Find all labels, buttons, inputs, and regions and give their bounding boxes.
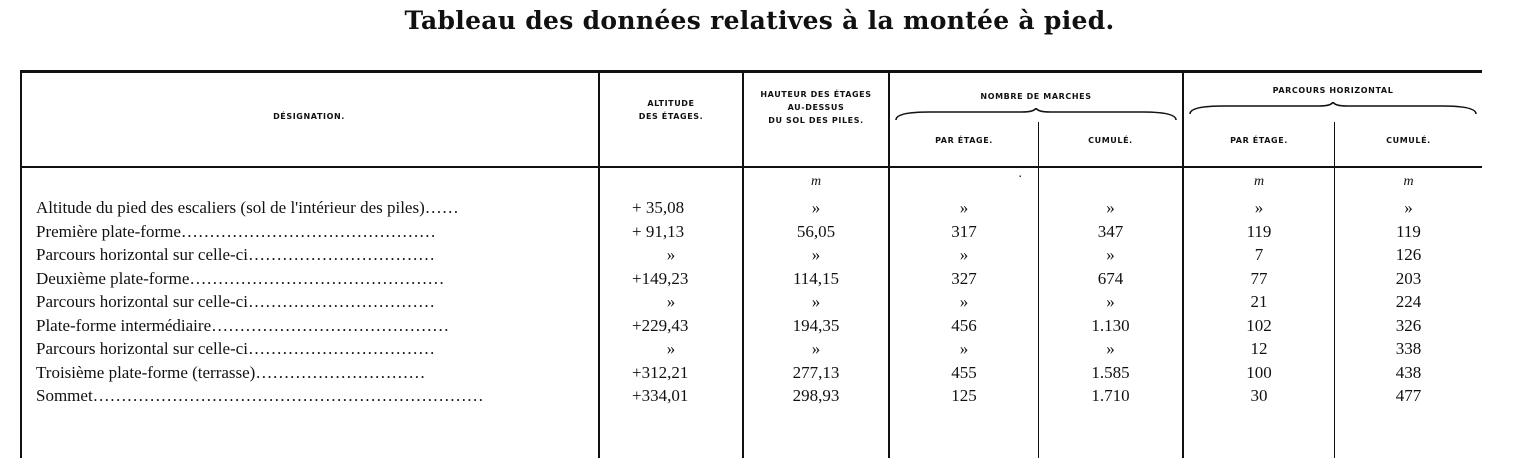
row-marches-cumule: 674	[1097, 268, 1124, 288]
row-altitude: »	[666, 292, 676, 311]
row-marches-cumule: 1.710	[1091, 386, 1130, 405]
row-designation: Sommet……………………………………………………………	[36, 386, 484, 405]
header-hauteur-line-2: AU-DESSUS	[787, 103, 845, 112]
row-marches-par-etage: »	[959, 245, 969, 264]
table-title: Tableau des données relatives à la montée à pied.	[404, 6, 1115, 35]
row-designation: Parcours horizontal sur celle-ci……………………………	[36, 292, 435, 311]
row-marches-par-etage: »	[959, 339, 969, 358]
header-hauteur-line-1: HAUTEUR DES ÉTAGES	[760, 90, 872, 99]
row-designation: Parcours horizontal sur celle-ci……………………………	[36, 245, 435, 264]
table-row	[20, 245, 1482, 267]
row-parcours-cumule: 203	[1395, 268, 1422, 288]
row-hauteur: 277,13	[792, 362, 840, 382]
row-hauteur: »	[811, 339, 821, 358]
row-marches-cumule: 1.130	[1091, 315, 1130, 335]
header-parcours: PARCOURS HORIZONTAL	[1272, 86, 1394, 95]
table-row	[20, 292, 1482, 314]
row-designation: Troisième plate-forme (terrasse)…………………………	[36, 362, 426, 382]
row-marches-cumule: »	[1106, 292, 1115, 311]
header-hauteur	[744, 88, 888, 127]
row-altitude: »	[666, 339, 676, 358]
row-hauteur: 298,93	[792, 386, 840, 405]
unit-parcours-par-etage: m	[1253, 174, 1265, 189]
header-marches-cumule: CUMULÉ.	[1088, 136, 1133, 145]
row-parcours-cumule: 326	[1395, 315, 1422, 335]
row-parcours-par-etage: 12	[1250, 339, 1268, 358]
row-parcours-cumule: 126	[1395, 245, 1422, 264]
row-marches-par-etage: 456	[951, 315, 977, 335]
row-parcours-cumule: 438	[1395, 362, 1422, 382]
parcours-brace	[1184, 102, 1482, 116]
row-marches-par-etage: »	[959, 292, 969, 311]
row-parcours-par-etage: 77	[1250, 268, 1268, 288]
row-parcours-cumule: 338	[1395, 339, 1422, 358]
unit-parcours-cumule: m	[1403, 174, 1414, 189]
row-marches-par-etage: 317	[951, 221, 977, 241]
data-table	[20, 70, 1482, 460]
row-marches-cumule: 1.585	[1091, 362, 1130, 382]
row-marches-cumule: 347	[1097, 221, 1124, 241]
row-parcours-par-etage: 7	[1254, 245, 1264, 264]
header-bottom-rule	[20, 166, 1482, 168]
row-hauteur: 56,05	[796, 221, 836, 241]
header-marches-par-etage: PAR ÉTAGE.	[935, 136, 993, 145]
header-marches: NOMBRE DE MARCHES	[980, 92, 1092, 101]
row-marches-cumule: »	[1106, 339, 1115, 358]
row-altitude: +312,21	[632, 362, 689, 382]
row-altitude: + 91,13	[632, 221, 685, 241]
row-altitude: +229,43	[632, 315, 689, 335]
row-designation: Deuxième plate-forme………………………………………	[36, 268, 445, 288]
header-parcours-cumule: CUMULÉ.	[1386, 136, 1431, 145]
row-parcours-par-etage: 21	[1250, 292, 1268, 311]
row-hauteur: »	[811, 245, 821, 264]
table-row	[20, 198, 1482, 220]
row-hauteur: »	[811, 198, 821, 217]
row-parcours-par-etage: 100	[1246, 362, 1272, 382]
row-parcours-par-etage: »	[1254, 198, 1264, 217]
header-altitude-line-2: DES ÉTAGES.	[638, 112, 704, 121]
top-rule	[20, 70, 1482, 73]
header-altitude-line-1: ALTITUDE	[647, 99, 695, 108]
table-row	[20, 363, 1482, 385]
row-marches-par-etage: 327	[951, 268, 977, 288]
table-row	[20, 222, 1482, 244]
row-designation: Altitude du pied des escaliers (sol de l'intérieur des piles)……	[36, 198, 459, 217]
row-parcours-cumule: »	[1404, 198, 1413, 217]
row-marches-cumule: »	[1106, 198, 1115, 217]
row-parcours-cumule: 477	[1395, 386, 1422, 405]
marches-brace	[890, 108, 1182, 122]
row-designation: Parcours horizontal sur celle-ci……………………………	[36, 339, 435, 358]
row-parcours-par-etage: 119	[1246, 221, 1272, 241]
header-hauteur-line-3: DU SOL DES PILES.	[768, 116, 864, 125]
table-row	[20, 339, 1482, 361]
header-altitude	[600, 97, 742, 123]
row-designation: Plate-forme intermédiaire……………………………………	[36, 315, 450, 335]
table-row	[20, 269, 1482, 291]
row-parcours-par-etage: 102	[1246, 315, 1272, 335]
row-hauteur: »	[811, 292, 821, 311]
row-altitude: + 35,08	[632, 198, 685, 217]
row-altitude: +149,23	[632, 268, 689, 288]
row-designation: Première plate-forme………………………………………	[36, 221, 436, 241]
row-marches-par-etage: 125	[951, 386, 977, 405]
row-marches-cumule: »	[1106, 245, 1115, 264]
table-row	[20, 316, 1482, 338]
header-designation: DÉSIGNATION.	[273, 112, 345, 121]
row-parcours-par-etage: 30	[1250, 386, 1268, 405]
row-altitude: »	[666, 245, 676, 264]
row-parcours-cumule: 224	[1395, 292, 1422, 311]
row-altitude: +334,01	[632, 386, 689, 405]
row-hauteur: 114,15	[792, 268, 840, 288]
row-marches-par-etage: 455	[951, 362, 977, 382]
header-parcours-par-etage: PAR ÉTAGE.	[1230, 136, 1288, 145]
row-marches-par-etage: »	[959, 198, 969, 217]
unit-marches-par-etage: ·	[1018, 170, 1022, 185]
row-parcours-cumule: 119	[1396, 221, 1421, 241]
unit-hauteur: m	[810, 174, 822, 189]
row-hauteur: 194,35	[792, 315, 840, 335]
table-row	[20, 386, 1482, 408]
